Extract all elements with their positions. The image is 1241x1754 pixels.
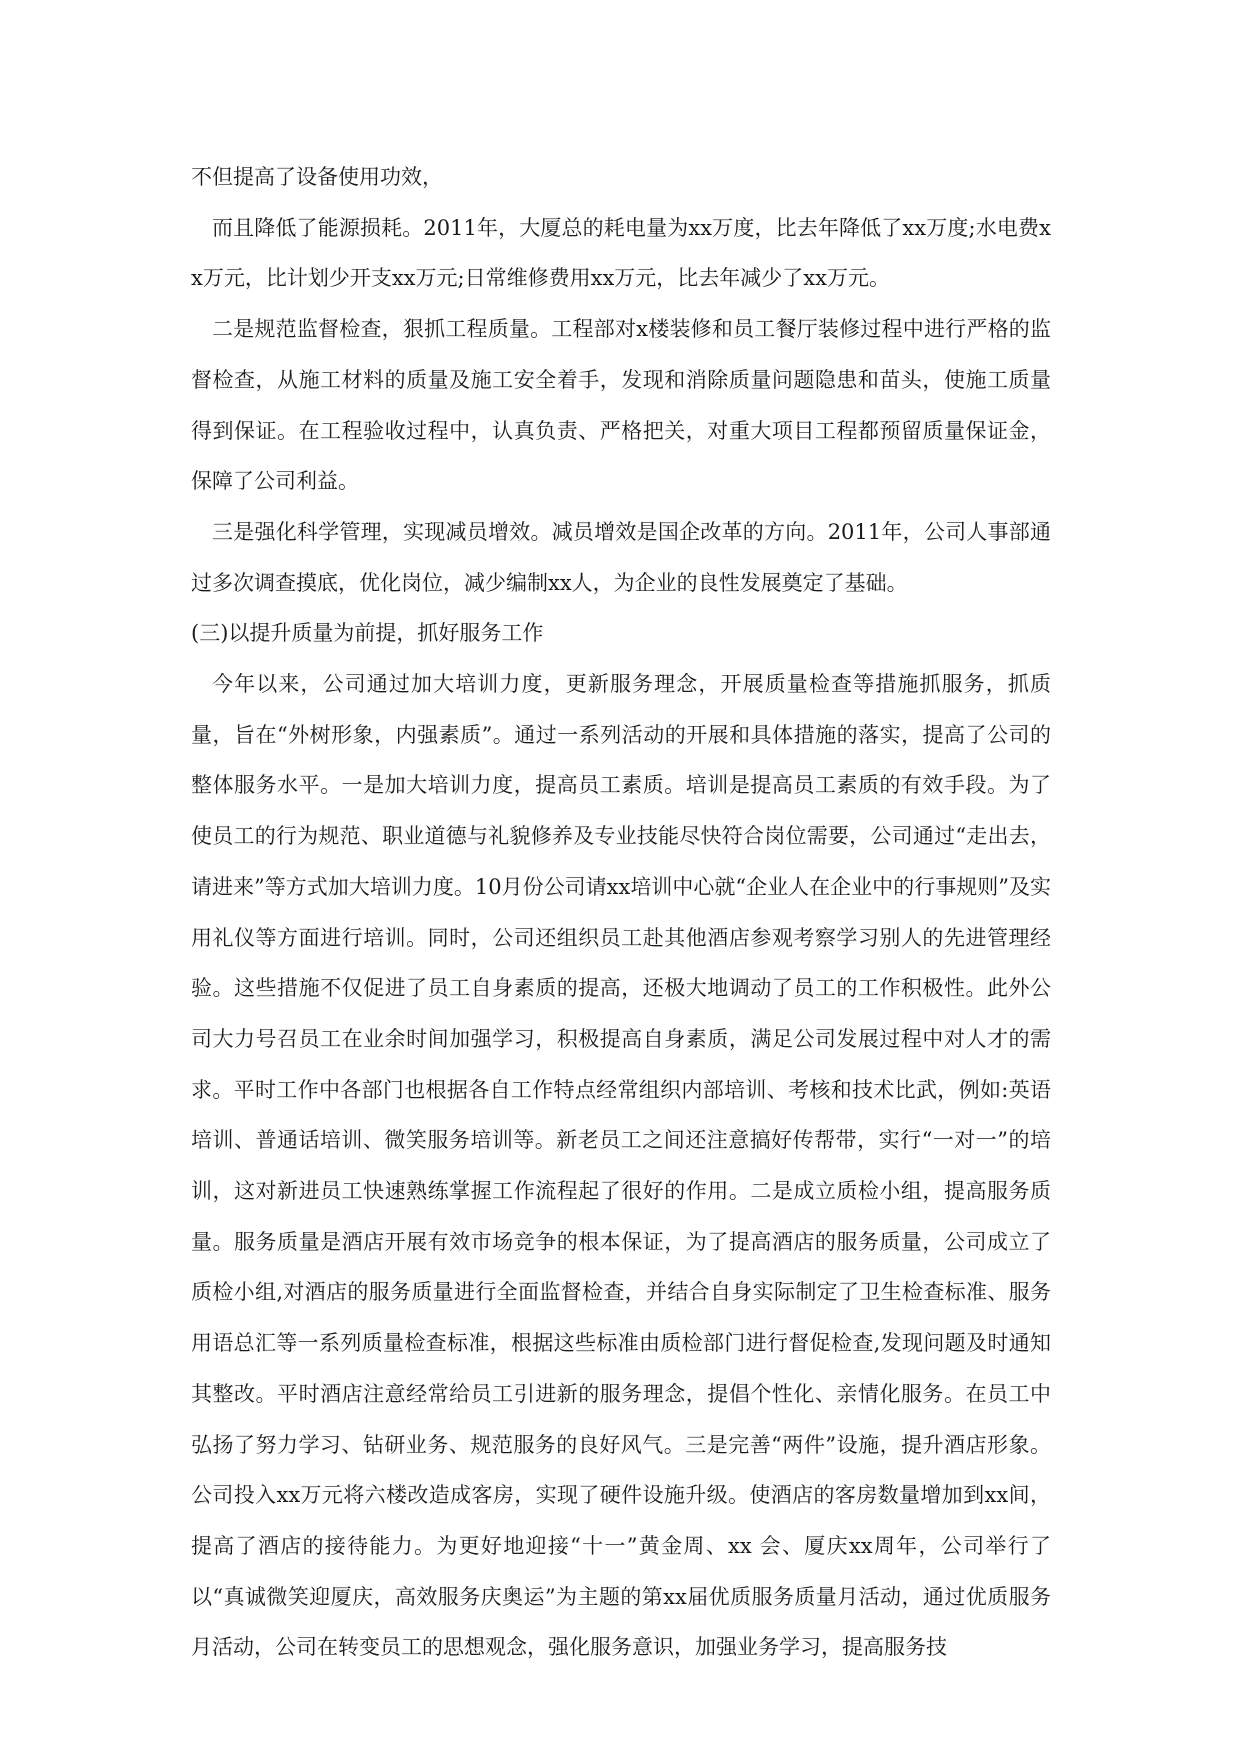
paragraph-4: 三是强化科学管理，实现减员增效。减员增效是国企改革的方向。2011年，公司人事部通过多次调查摸底，优化岗位，减少编制xx人，为企业的良性发展奠定了基础。 bbox=[191, 519, 1051, 595]
paragraph-5: 今年以来，公司通过加大培训力度，更新服务理念，开展质量检查等措施抓服务，抓质量，旨在“外树形象，内强素质”。通过一系列活动的开展和具体措施的落实，提高了公司的整体服务水平。一是加大培训力度，提高员工素质。培训是提高员工素质的有效手段。为了使员工的行为规范、职业道德与礼貌修养及专业技能尽快符合岗位需要，公司通过“走出去，请进来”等方式加大培训力度。10月份公司请xx培训中心就“企业人在企业中的行事规则”及实用礼仪等方面进行培训。同时，公司还组织员工赴其他酒店参观考察学习别人的先进管理经验。这些措施不仅促进了员工自身素质的提高，还极大地调动了员工的工作积极性。此外公司大力号召员工在业余时间加强学习，积极提高自身素质，满足公司发展过程中对人才的需求。平时工作中各部门也根据各自工作特点经常组织内部培训、考核和技术比武，例如:英语培训、普通话培训、微笑服务培训等。新老员工之间还注意搞好传帮带，实行“一对一”的培训，这对新进员工快速熟练掌握工作流程起了很好的作用。二是成立质检小组，提高服务质量。服务质量是酒店开展有效市场竞争的根本保证，为了提高酒店的服务质量，公司成立了质检小组,对酒店的服务质量进行全面监督检查，并结合自身实际制定了卫生检查标准、服务用语总汇等一系列质量检查标准，根据这些标准由质检部门进行督促检查,发现问题及时通知其整改。平时酒店注意经常给员工引进新的服务理念，提倡个性化、亲情化服务。在员工中弘扬了努力学习、钻研业务、规范服务的良好风气。三是完善“两件”设施，提升酒店形象。公司投入xx万元将六楼改造成客房，实现了硬件设施升级。使酒店的客房数量增加到xx间，提高了酒店的接待能力。为更好地迎接“十一”黄金周、xx 会、厦庆xx周年，公司举行了以“真诚微笑迎厦庆，高效服务庆奥运”为主题的第xx届优质服务质量月活动，通过优质服务月活动，公司在转变员工的思想观念，强化服务意识，加强业务学习，提高服务技 bbox=[191, 672, 1051, 1660]
paragraph-2: 而且降低了能源损耗。2011年，大厦总的耗电量为xx万度，比去年降低了xx万度;水电费xx万元，比计划少开支xx万元;日常维修费用xx万元，比去年减少了xx万元。 bbox=[191, 215, 1051, 291]
section-heading: (三)以提升质量为前提，抓好服务工作 bbox=[191, 621, 544, 646]
paragraph-1: 不但提高了设备使用功效， bbox=[191, 165, 443, 189]
document-body bbox=[191, 152, 1051, 1673]
paragraph-3: 二是规范监督检查，狠抓工程质量。工程部对x楼装修和员工餐厅装修过程中进行严格的监督检查，从施工材料的质量及施工安全着手，发现和消除质量问题隐患和苗头，使施工质量得到保证。在工程验收过程中，认真负责、严格把关，对重大项目工程都预留质量保证金，保障了公司利益。 bbox=[191, 317, 1051, 494]
